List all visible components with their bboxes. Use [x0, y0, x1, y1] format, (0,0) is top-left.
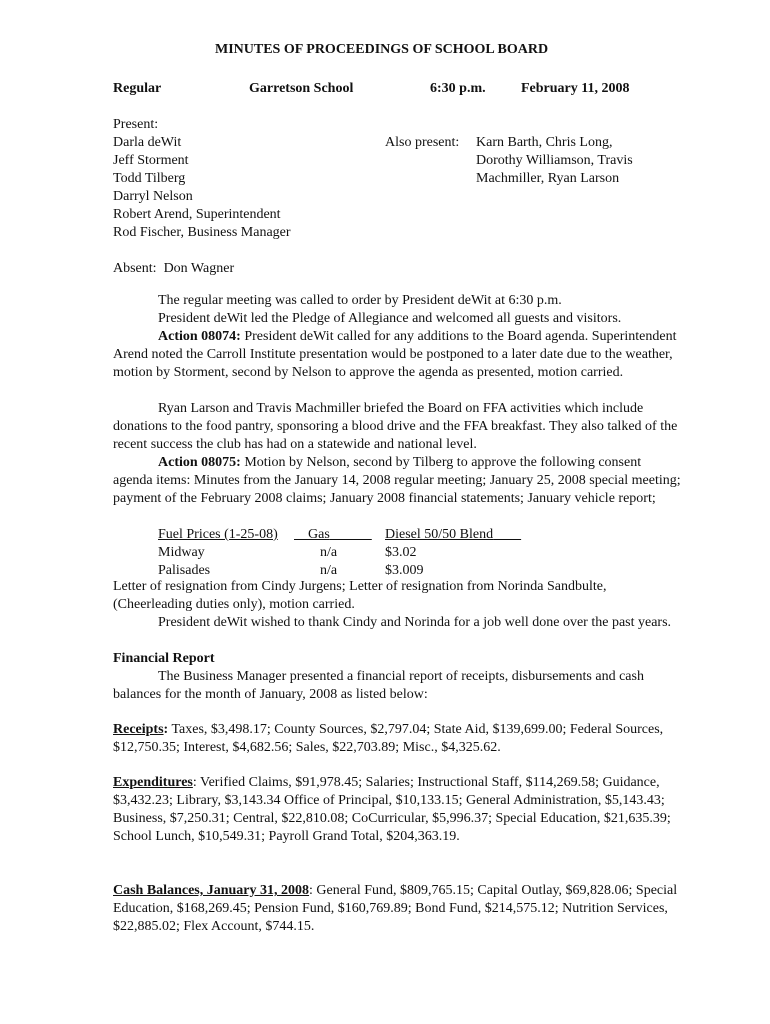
- receipts-text: Taxes, $3,498.17; County Sources, $2,797.04; State Aid, $139,699.00; Federal Sources, $12,750.35; Interest, $4,682.56; Sales, $22,703.89; Misc., $4,325.62.: [113, 722, 664, 755]
- action-08074-text: President deWit called for any additions to the Board agenda. Superintendent Arend noted the Carroll Institute presentation would be postponed to a later date due to the weather, motion by Storment, second by Nelson to approve the agenda as presented, motion carried.: [113, 329, 677, 380]
- fuel-row-gas: n/a: [320, 563, 338, 578]
- fuel-row-gas: n/a: [320, 545, 338, 560]
- document-title: MINUTES OF PROCEEDINGS OF SCHOOL BOARD: [215, 42, 549, 57]
- cash-balances-label: Cash Balances, January 31, 2008: [113, 883, 310, 898]
- action-08075-text: Motion by Nelson, second by Tilberg to approve the following consent agenda items: Minutes from the January 14, 2008 regular meeting; January 25, 2008 special meeting; payment of the February 2008 claims; January 2008 financial statements; January vehicle report;: [113, 455, 681, 506]
- receipts-label: Receipts: [113, 722, 164, 737]
- expenditures-paragraph: [113, 774, 683, 846]
- action-08075-label: Action 08075:: [158, 455, 241, 470]
- present-member: Darryl Nelson: [113, 189, 193, 204]
- absent-label: Absent:: [113, 261, 157, 276]
- present-label: Present:: [113, 117, 159, 132]
- fuel-row-diesel: $3.02: [385, 545, 417, 560]
- resignations-paragraph: Letter of resignation from Cindy Jurgens; Letter of resignation from Norinda Sandbulte, (Cheerleading duties only), motion carried.: [113, 579, 607, 612]
- fuel-header-gas: [294, 526, 372, 544]
- pledge-paragraph: President deWit led the Pledge of Allegiance and welcomed all guests and visitors.: [158, 311, 622, 326]
- also-present-line: Karn Barth, Chris Long,: [476, 135, 613, 150]
- present-member: Rod Fischer, Business Manager: [113, 225, 291, 240]
- action-08074-label: Action 08074:: [158, 329, 241, 344]
- meeting-time: 6:30 p.m.: [430, 81, 486, 96]
- present-member: Todd Tilberg: [113, 171, 186, 186]
- present-member: Darla deWit: [113, 135, 182, 150]
- ffa-paragraph: Ryan Larson and Travis Machmiller briefed the Board on FFA activities which include donations to the food pantry, sponsoring a blood drive and the FFA breakfast. They also talked of the recent success the club has had on a statewide and national level.: [113, 401, 678, 452]
- fuel-row-diesel: $3.009: [385, 563, 424, 578]
- financial-intro-paragraph: The Business Manager presented a financial report of receipts, disbursements and cash balances for the month of January, 2008 as listed below:: [113, 669, 644, 702]
- present-member: Jeff Storment: [113, 153, 189, 168]
- fuel-header-diesel-text: Diesel 50/50 Blend: [385, 527, 494, 542]
- present-member: Robert Arend, Superintendent: [113, 207, 281, 222]
- call-to-order-paragraph: The regular meeting was called to order by President deWit at 6:30 p.m.: [158, 293, 562, 308]
- absent-names: Don Wagner: [163, 261, 235, 276]
- meeting-type: Regular: [113, 81, 162, 96]
- fuel-header-diesel: [385, 526, 521, 544]
- also-present-line: Dorothy Williamson, Travis: [476, 153, 633, 168]
- action-08074-paragraph: [113, 328, 683, 382]
- also-present-line: Machmiller, Ryan Larson: [476, 171, 620, 186]
- also-present-label: Also present:: [385, 135, 460, 150]
- receipts-paragraph: [113, 721, 683, 757]
- meeting-location: Garretson School: [249, 81, 354, 96]
- absent-line: [113, 260, 234, 278]
- fuel-header-label: Fuel Prices (1-25-08): [158, 527, 278, 542]
- financial-report-heading: Financial Report: [113, 651, 215, 666]
- thanks-paragraph: President deWit wished to thank Cindy and Norinda for a job well done over the past years.: [158, 615, 672, 630]
- receipts-colon: :: [163, 722, 169, 737]
- cash-balances-paragraph: [113, 882, 683, 936]
- expenditures-text: : Verified Claims, $91,978.45; Salaries; Instructional Staff, $114,269.58; Guidance, $3,432.23; Library, $3,143.34 Office of Principal, $10,133.15; General Administration, $5,143.43; Business, $7,250.31; Central, $22,810.08; CoCurricular, $5,996.37; Special Education, $21,635.39; School Lunch, $10,549.31; Payroll Grand Total, $204,363.19.: [113, 775, 671, 844]
- expenditures-label: Expenditures: [113, 775, 193, 790]
- fuel-row-name: Palisades: [158, 563, 211, 578]
- action-08075-paragraph: [113, 454, 683, 508]
- fuel-header-gas-text: Gas: [308, 527, 330, 542]
- cash-balances-text: : General Fund, $809,765.15; Capital Outlay, $69,828.06; Special Education, $168,269.45; Pension Fund, $160,769.89; Bond Fund, $214,575.12; Nutrition Services, $22,885.02; Flex Account, $744.15.: [113, 883, 678, 934]
- fuel-row-name: Midway: [158, 545, 205, 560]
- meeting-date: February 11, 2008: [521, 81, 630, 96]
